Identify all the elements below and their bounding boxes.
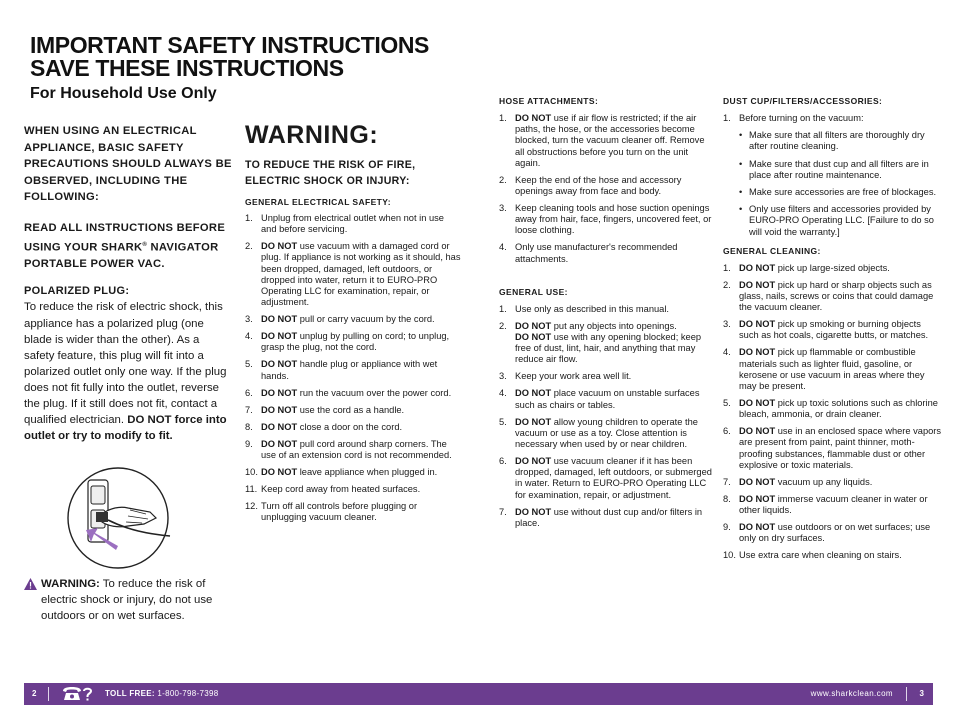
do-not-emphasis: DO NOT — [739, 476, 776, 487]
item-number: 7. — [245, 404, 253, 415]
list-item — [245, 241, 461, 308]
do-not-emphasis: DO NOT — [261, 421, 298, 432]
item-text: unplug by pulling on cord; to unplug, grasp the plug, not the cord. — [261, 331, 450, 353]
column-dust-cleaning — [723, 96, 943, 567]
item-text: allow young children to operate the vacuum or use as a toy. Close attention is necessary when used by or near children. — [515, 416, 698, 450]
do-not-emphasis: DO NOT — [515, 113, 552, 123]
warning-triangle-icon — [24, 578, 37, 590]
polarized-plug-heading: POLARIZED PLUG: — [24, 285, 130, 298]
list-item — [723, 347, 943, 392]
warning-label: WARNING: — [41, 578, 100, 590]
item-number: 1. — [499, 303, 507, 314]
page-footer — [24, 683, 933, 705]
do-not-emphasis: DO NOT — [515, 332, 552, 343]
list-item — [499, 242, 712, 264]
list-item — [499, 304, 712, 315]
item-number: 9. — [723, 522, 731, 533]
list-item — [245, 213, 461, 235]
general-cleaning-heading: GENERAL CLEANING: — [723, 245, 821, 256]
item-number: 7. — [723, 476, 731, 487]
do-not-emphasis: DO NOT — [739, 279, 776, 290]
list-item — [499, 321, 712, 366]
list-item — [245, 501, 461, 523]
item-text: use the cord as a handle. — [297, 404, 405, 415]
item-number: 7. — [499, 506, 507, 517]
bullet-item: • Make sure that dust cup and all filters are in place after routine maintenance. — [739, 159, 943, 181]
item-number: 4. — [723, 347, 731, 358]
outlet-socket — [91, 486, 105, 504]
do-not-emphasis: DO NOT — [739, 522, 776, 533]
bullet-item: • Only use filters and accessories provided by EURO-PRO Operating LLC. [Failure to do so will void the warranty.] — [739, 204, 943, 238]
electrical-safety-heading: GENERAL ELECTRICAL SAFETY: — [245, 197, 391, 207]
page-title — [30, 34, 490, 80]
item-number: 3. — [499, 203, 507, 214]
item-text: pull cord around sharp corners. The use of an extension cord is not recommended. — [261, 438, 452, 460]
warning-body: To reduce the risk of electric shock or injury, do not use outdoors or on wet surfaces. — [41, 578, 213, 623]
item-text: use with any opening blocked; keep free of dust, lint, hair, and anything that may reduce air flow. — [515, 332, 702, 365]
item-text: pick up hard or sharp objects such as glass, nails, screws or coins that could damage the vacuum cleaner. — [739, 279, 934, 313]
page-number-right: 3 — [919, 689, 924, 698]
item-number: 8. — [245, 421, 253, 432]
item-number: 2. — [499, 320, 507, 331]
footer-divider-right — [906, 687, 907, 701]
item-text: Keep cord away from heated surfaces. — [261, 483, 421, 494]
do-not-emphasis: DO NOT — [515, 388, 552, 399]
list-item — [723, 319, 943, 341]
list-item — [245, 359, 461, 381]
list-item — [723, 477, 943, 488]
toll-free-label: TOLL FREE: — [105, 689, 155, 698]
hose-attachments-heading: HOSE ATTACHMENTS: — [499, 96, 599, 106]
dust-cup-heading: DUST CUP/FILTERS/ACCESSORIES: — [723, 96, 883, 106]
page-number-left: 2 — [32, 689, 37, 698]
item-text: leave appliance when plugged in. — [297, 466, 438, 477]
plug-outlet-illustration — [58, 466, 178, 570]
item-text: Use only as described in this manual. — [515, 303, 669, 314]
general-cleaning-list — [723, 263, 943, 562]
item-number: 12. — [245, 500, 258, 511]
item-text: run the vacuum over the power cord. — [297, 387, 452, 398]
phone-help-icon — [61, 685, 93, 703]
list-item — [723, 522, 943, 544]
polarized-plug-text — [24, 299, 232, 444]
bullet-item: • Make sure that all filters are thoroughly dry after routine cleaning. — [739, 130, 943, 152]
list-item — [499, 507, 712, 529]
list-item — [723, 280, 943, 314]
item-number: 6. — [245, 387, 253, 398]
read-instructions — [24, 220, 232, 273]
electrical-safety-list — [245, 213, 461, 523]
item-text: use vacuum with a damaged cord or plug. If appliance is not working as it should, has been dropped, damaged, left outdoors, or dropped into water, return it to EURO-PRO Operating LLC for examination, repair, or adjustment. — [261, 241, 461, 308]
do-not-emphasis: DO NOT — [515, 456, 552, 467]
item-number: 1. — [499, 113, 507, 123]
general-use-list — [499, 304, 712, 529]
do-not-emphasis: DO NOT — [515, 320, 552, 331]
do-not-emphasis: DO NOT — [515, 416, 552, 427]
registered-mark: ® — [142, 241, 148, 248]
intro-precautions: WHEN USING AN ELECTRICAL APPLIANCE, BASIC SAFETY PRECAUTIONS SHOULD ALWAYS BE OBSERVED, INCLUDING THE FOLLOWING: — [24, 125, 232, 204]
outdoor-warning-text — [41, 576, 234, 624]
do-not-emphasis: DO NOT — [739, 493, 776, 504]
bullet-item: • Make sure accessories are free of blockages. — [739, 187, 943, 198]
list-item — [499, 417, 712, 451]
item-text: pick up smoking or burning objects such as hot coals, cigarette butts, or matches. — [739, 319, 929, 341]
item-number: 10. — [723, 550, 736, 561]
outdoor-warning-note — [24, 576, 234, 624]
item-text: Keep your work area well lit. — [515, 371, 632, 382]
do-not-emphasis: DO NOT — [261, 387, 298, 398]
item-text: vacuum up any liquids. — [775, 476, 873, 487]
item-text: immerse vacuum cleaner in water or other liquids. — [739, 493, 928, 516]
do-not-emphasis: DO NOT — [739, 319, 776, 330]
list-item — [245, 422, 461, 433]
list-item — [723, 398, 943, 420]
item-number: 1. — [723, 113, 731, 123]
title-line-2: SAVE THESE INSTRUCTIONS — [30, 55, 344, 81]
item-number: 3. — [245, 314, 253, 325]
item-text: use outdoors or on wet surfaces; use only on dry surfaces. — [739, 522, 931, 544]
do-not-emphasis: DO NOT — [261, 331, 298, 342]
do-not-emphasis: DO NOT — [261, 466, 298, 477]
do-not-emphasis: DO NOT — [261, 314, 298, 325]
item-number: 5. — [245, 359, 253, 370]
list-item — [499, 175, 712, 197]
item-number: 3. — [499, 371, 507, 382]
do-not-emphasis: DO NOT — [261, 438, 298, 449]
item-text: Use extra care when cleaning on stairs. — [739, 550, 902, 561]
warning-subheading: TO REDUCE THE RISK OF FIRE, ELECTRIC SHOCK OR INJURY: — [245, 159, 416, 187]
list-item — [245, 314, 461, 325]
item-text: pick up toxic solutions such as chlorine bleach, ammonia, or drain cleaner. — [739, 398, 938, 420]
do-not-emphasis: DO NOT — [739, 262, 776, 273]
item-text: Unplug from electrical outlet when not in use and before servicing. — [261, 213, 444, 235]
item-text: Only use manufacturer's recommended attachments. — [515, 242, 678, 264]
list-item — [499, 388, 712, 410]
list-item — [723, 113, 943, 238]
read-instructions-product: NAVIGATOR PORTABLE POWER VAC. — [24, 241, 219, 270]
item-number: 4. — [245, 331, 253, 342]
item-text: use vacuum cleaner if it has been dropped, damaged, left outdoors, or submerged in water. Return to EURO-PRO Operating LLC for examination, repair, or adjustment. — [515, 456, 712, 500]
do-not-emphasis: DO NOT — [261, 241, 298, 252]
plug-body — [96, 512, 108, 522]
item-text: use without dust cup and/or filters in place. — [515, 506, 703, 528]
item-number: 6. — [499, 456, 507, 467]
page-subtitle: For Household Use Only — [30, 85, 217, 102]
item-number: 5. — [723, 398, 731, 409]
list-item — [245, 388, 461, 399]
item-text: use if air flow is restricted; if the air paths, the hose, or the accessories become blocked, turn the vacuum cleaner off. Remove all obstructions before you turn on the unit again. — [515, 113, 705, 168]
list-item — [723, 494, 943, 516]
list-item — [723, 550, 943, 561]
do-not-emphasis: DO NOT — [261, 404, 298, 415]
item-number: 4. — [499, 242, 507, 253]
list-item — [245, 484, 461, 495]
read-instructions-text: READ ALL INSTRUCTIONS BEFORE USING YOUR SHARK — [24, 221, 226, 254]
warning-heading: WARNING: — [245, 121, 379, 149]
dust-cup-bullets — [739, 130, 943, 238]
item-text: Turn off all controls before plugging or unplugging vacuum cleaner. — [261, 500, 418, 523]
footer-divider — [48, 687, 49, 701]
dust-cup-list — [723, 113, 943, 238]
item-text: pick up large-sized objects. — [775, 262, 890, 273]
item-text: pull or carry vacuum by the cord. — [297, 314, 435, 325]
item-number: 1. — [723, 262, 731, 273]
do-not-emphasis: DO NOT — [261, 359, 298, 370]
column-electrical-safety — [245, 120, 461, 529]
general-use-heading: GENERAL USE: — [499, 286, 568, 297]
item-number: 6. — [723, 426, 731, 437]
item-text: put any objects into openings. — [551, 320, 677, 331]
list-item — [499, 371, 712, 382]
item-number: 2. — [723, 279, 731, 290]
item-number: 2. — [245, 241, 253, 252]
item-text: Keep the end of the hose and accessory openings away from face and body. — [515, 174, 682, 197]
polarized-plug-body: To reduce the risk of electric shock, this appliance has a polarized plug (one blade is wider than the other). As a safety feature, this plug will fit into a polarized outlet only one way. If the plug does not fit fully into the outlet, reverse the plug. If it still does not fit, contact a qualified electrician. — [24, 301, 227, 427]
toll-free — [105, 689, 218, 698]
do-not-emphasis: DO NOT — [739, 347, 776, 358]
item-text: place vacuum on unstable surfaces such as chairs or tables. — [515, 388, 700, 410]
do-not-emphasis: DO NOT — [739, 398, 776, 409]
item-number: 5. — [499, 416, 507, 427]
item-text: Keep cleaning tools and hose suction openings away from hair, face, fingers, uncovered feet, or loose clothing. — [515, 203, 712, 236]
item-number: 10. — [245, 466, 258, 477]
title-line-1: IMPORTANT SAFETY INSTRUCTIONS — [30, 32, 429, 58]
list-item — [499, 203, 712, 237]
list-item — [499, 113, 712, 169]
item-number: 9. — [245, 438, 253, 449]
item-number: 2. — [499, 174, 507, 185]
hose-attachments-list — [499, 113, 712, 265]
item-number: 1. — [245, 213, 253, 223]
item-text: pick up flammable or combustible materials such as lighter fluid, gasoline, or kerosene or use vacuum in areas where they may be present. — [739, 347, 925, 392]
item-text: handle plug or appliance with wet hands. — [261, 359, 438, 381]
list-item — [245, 467, 461, 478]
list-item — [723, 426, 943, 471]
list-item — [245, 439, 461, 461]
item-number: 3. — [723, 319, 731, 330]
list-item — [723, 263, 943, 274]
item-text: close a door on the cord. — [297, 421, 403, 432]
polarized-plug-warning: DO NOT force into outlet or try to modify to fit. — [24, 414, 227, 443]
do-not-emphasis: DO NOT — [739, 426, 776, 437]
list-item — [499, 456, 712, 501]
item-number: 4. — [499, 388, 507, 399]
item-number: 11. — [245, 483, 258, 494]
item-text: Before turning on the vacuum: — [739, 113, 864, 123]
column-hose-general-use — [499, 96, 712, 535]
list-item — [245, 405, 461, 416]
item-text: use in an enclosed space where vapors are present from paint, paint thinner, moth-proofing substances, flammable dust or other explosive or toxic materials. — [739, 426, 942, 470]
column-intro — [24, 123, 232, 444]
do-not-emphasis: DO NOT — [515, 506, 552, 517]
list-item — [245, 331, 461, 353]
toll-free-number: 1-800-798-7398 — [154, 689, 219, 698]
website-link[interactable]: www.sharkclean.com — [810, 689, 893, 698]
item-number: 8. — [723, 493, 731, 504]
